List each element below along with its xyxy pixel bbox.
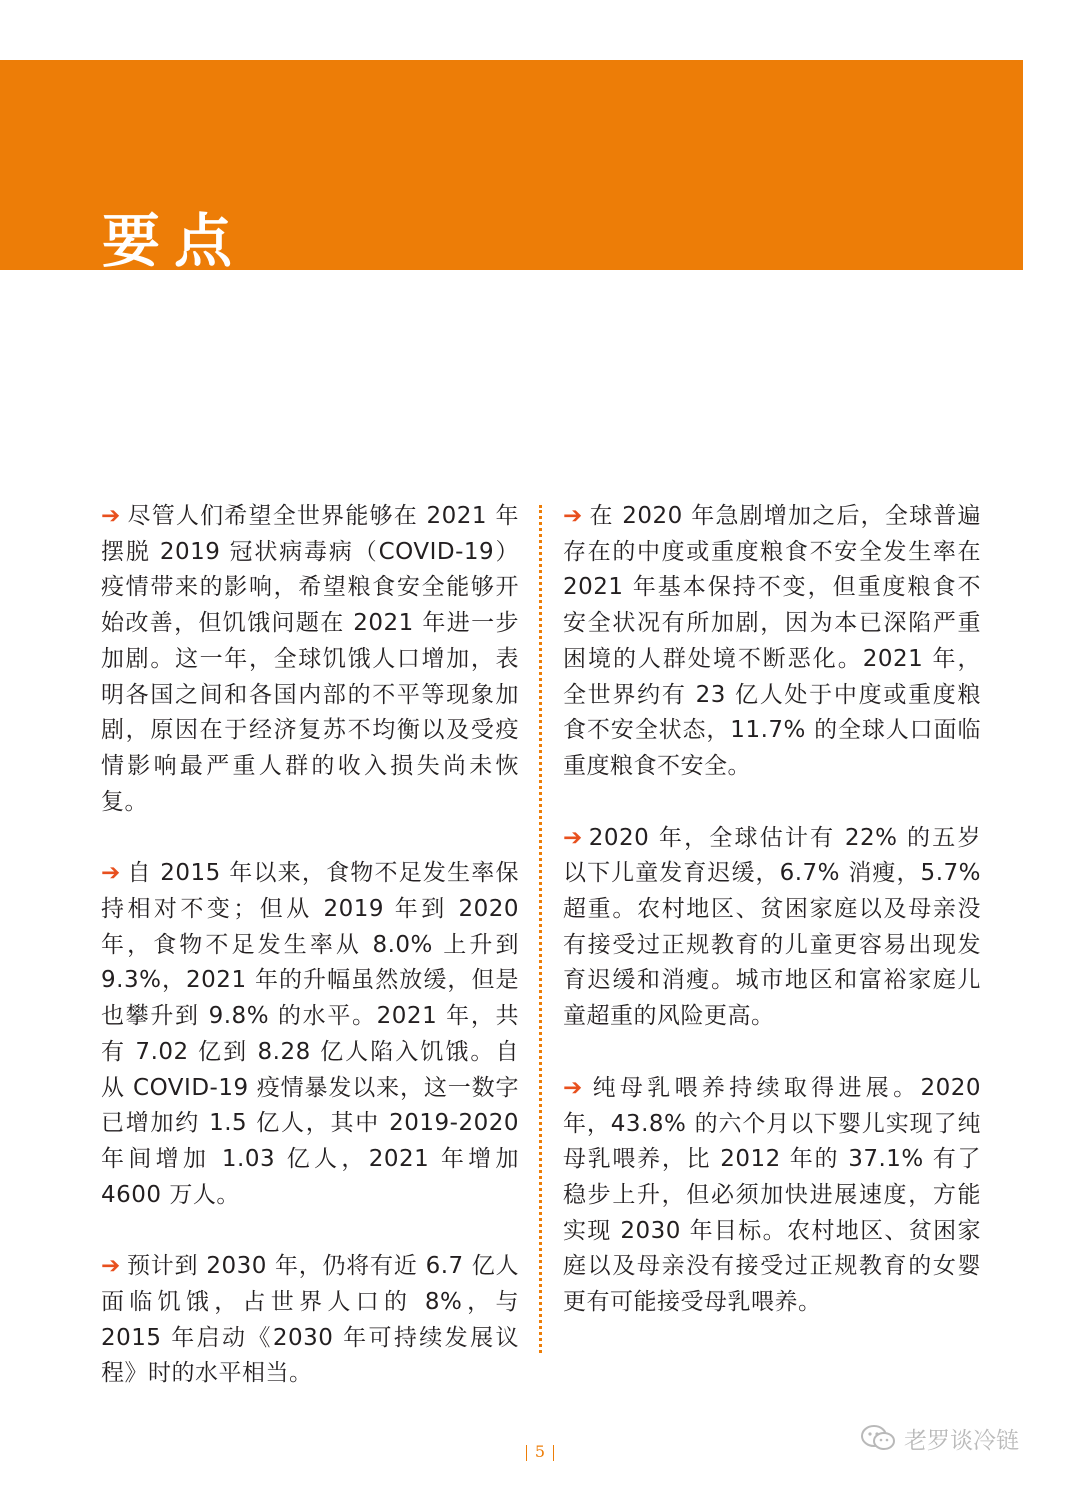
right-column (563, 499, 981, 1357)
arrow-icon: ➔ (101, 503, 121, 529)
page-number-bar (553, 1445, 554, 1461)
wechat-icon (860, 1424, 896, 1452)
arrow-icon: ➔ (101, 1253, 121, 1280)
key-point-text: 在 2020 年急剧增加之后，全球普遍存在的中度或重度粮食不安全发生率在 2021 年基本保持不变，但重度粮食不安全状况有所加剧，因为本已深陷严重困境的人群处境不断恶化。2021 年，全世界约有 23 亿人处于中度或重度粮食不安全状态，11.7% 的全球人口面临重度粮食不安全。 (563, 503, 981, 779)
key-point-text: 预计到 2030 年，仍将有近 6.7 亿人面临饥饿，占世界人口的 8%，与 2015 年启动《2030 年可持续发展议程》时的水平相当。 (101, 1253, 519, 1387)
key-point-text: 2020 年，全球估计有 22% 的五岁以下儿童发育迟缓，6.7% 消瘦，5.7% 超重。农村地区、贫困家庭以及母亲没有接受过正规教育的儿童更容易出现发育迟缓和消瘦。城市地区和富裕家庭儿童超重的风险更高。 (563, 824, 981, 1030)
key-point (563, 1071, 981, 1321)
arrow-icon: ➔ (101, 860, 121, 887)
column-divider (539, 505, 542, 1353)
watermark-text: 老罗谈冷链 (904, 1427, 1019, 1454)
key-point (101, 499, 519, 820)
key-point (563, 821, 981, 1035)
page-number: 5 (534, 1442, 546, 1461)
arrow-icon: ➔ (563, 1074, 583, 1101)
page-title: 要点 (102, 207, 247, 275)
key-point (101, 856, 519, 1213)
key-point-text: 自 2015 年以来，食物不足发生率保持相对不变；但从 2019 年到 2020 年，食物不足发生率从 8.0% 上升到 9.3%，2021 年的升幅虽然放缓，但是也攀升到 9.8% 的水平。2021 年，共有 7.02 亿到 8.28 亿人陷入饥饿。自从 COVID-19 疫情暴发以来，这一数字已增加约 1.5 亿人，其中 2019-2020 年间增加 1.03 亿人，2021 年增加 4600 万人。 (101, 860, 519, 1208)
key-point-text: 纯母乳喂养持续取得进展。2020 年，43.8% 的六个月以下婴儿实现了纯母乳喂养，比 2012 年的 37.1% 有了稳步上升，但必须加快进展速度，方能实现 2030 年目标。农村地区、贫困家庭以及母亲没有接受过正规教育的女婴更有可能接受母乳喂养。 (563, 1074, 981, 1316)
watermark (860, 1418, 1019, 1458)
left-column (101, 499, 519, 1428)
page-number-bar (526, 1445, 527, 1461)
arrow-icon: ➔ (563, 824, 583, 851)
arrow-icon: ➔ (563, 503, 583, 529)
key-point (563, 499, 981, 785)
key-point (101, 1249, 519, 1392)
key-point-text: 尽管人们希望全世界能够在 2021 年摆脱 2019 冠状病毒病（COVID-19）疫情带来的影响，希望粮食安全能够开始改善，但饥饿问题在 2021 年进一步加剧。这一年，全球饥饿人口增加，表明各国之间和各国内部的不平等现象加剧，原因在于经济复苏不均衡以及受疫情影响最严重人群的收入损失尚未恢复。 (101, 503, 519, 815)
